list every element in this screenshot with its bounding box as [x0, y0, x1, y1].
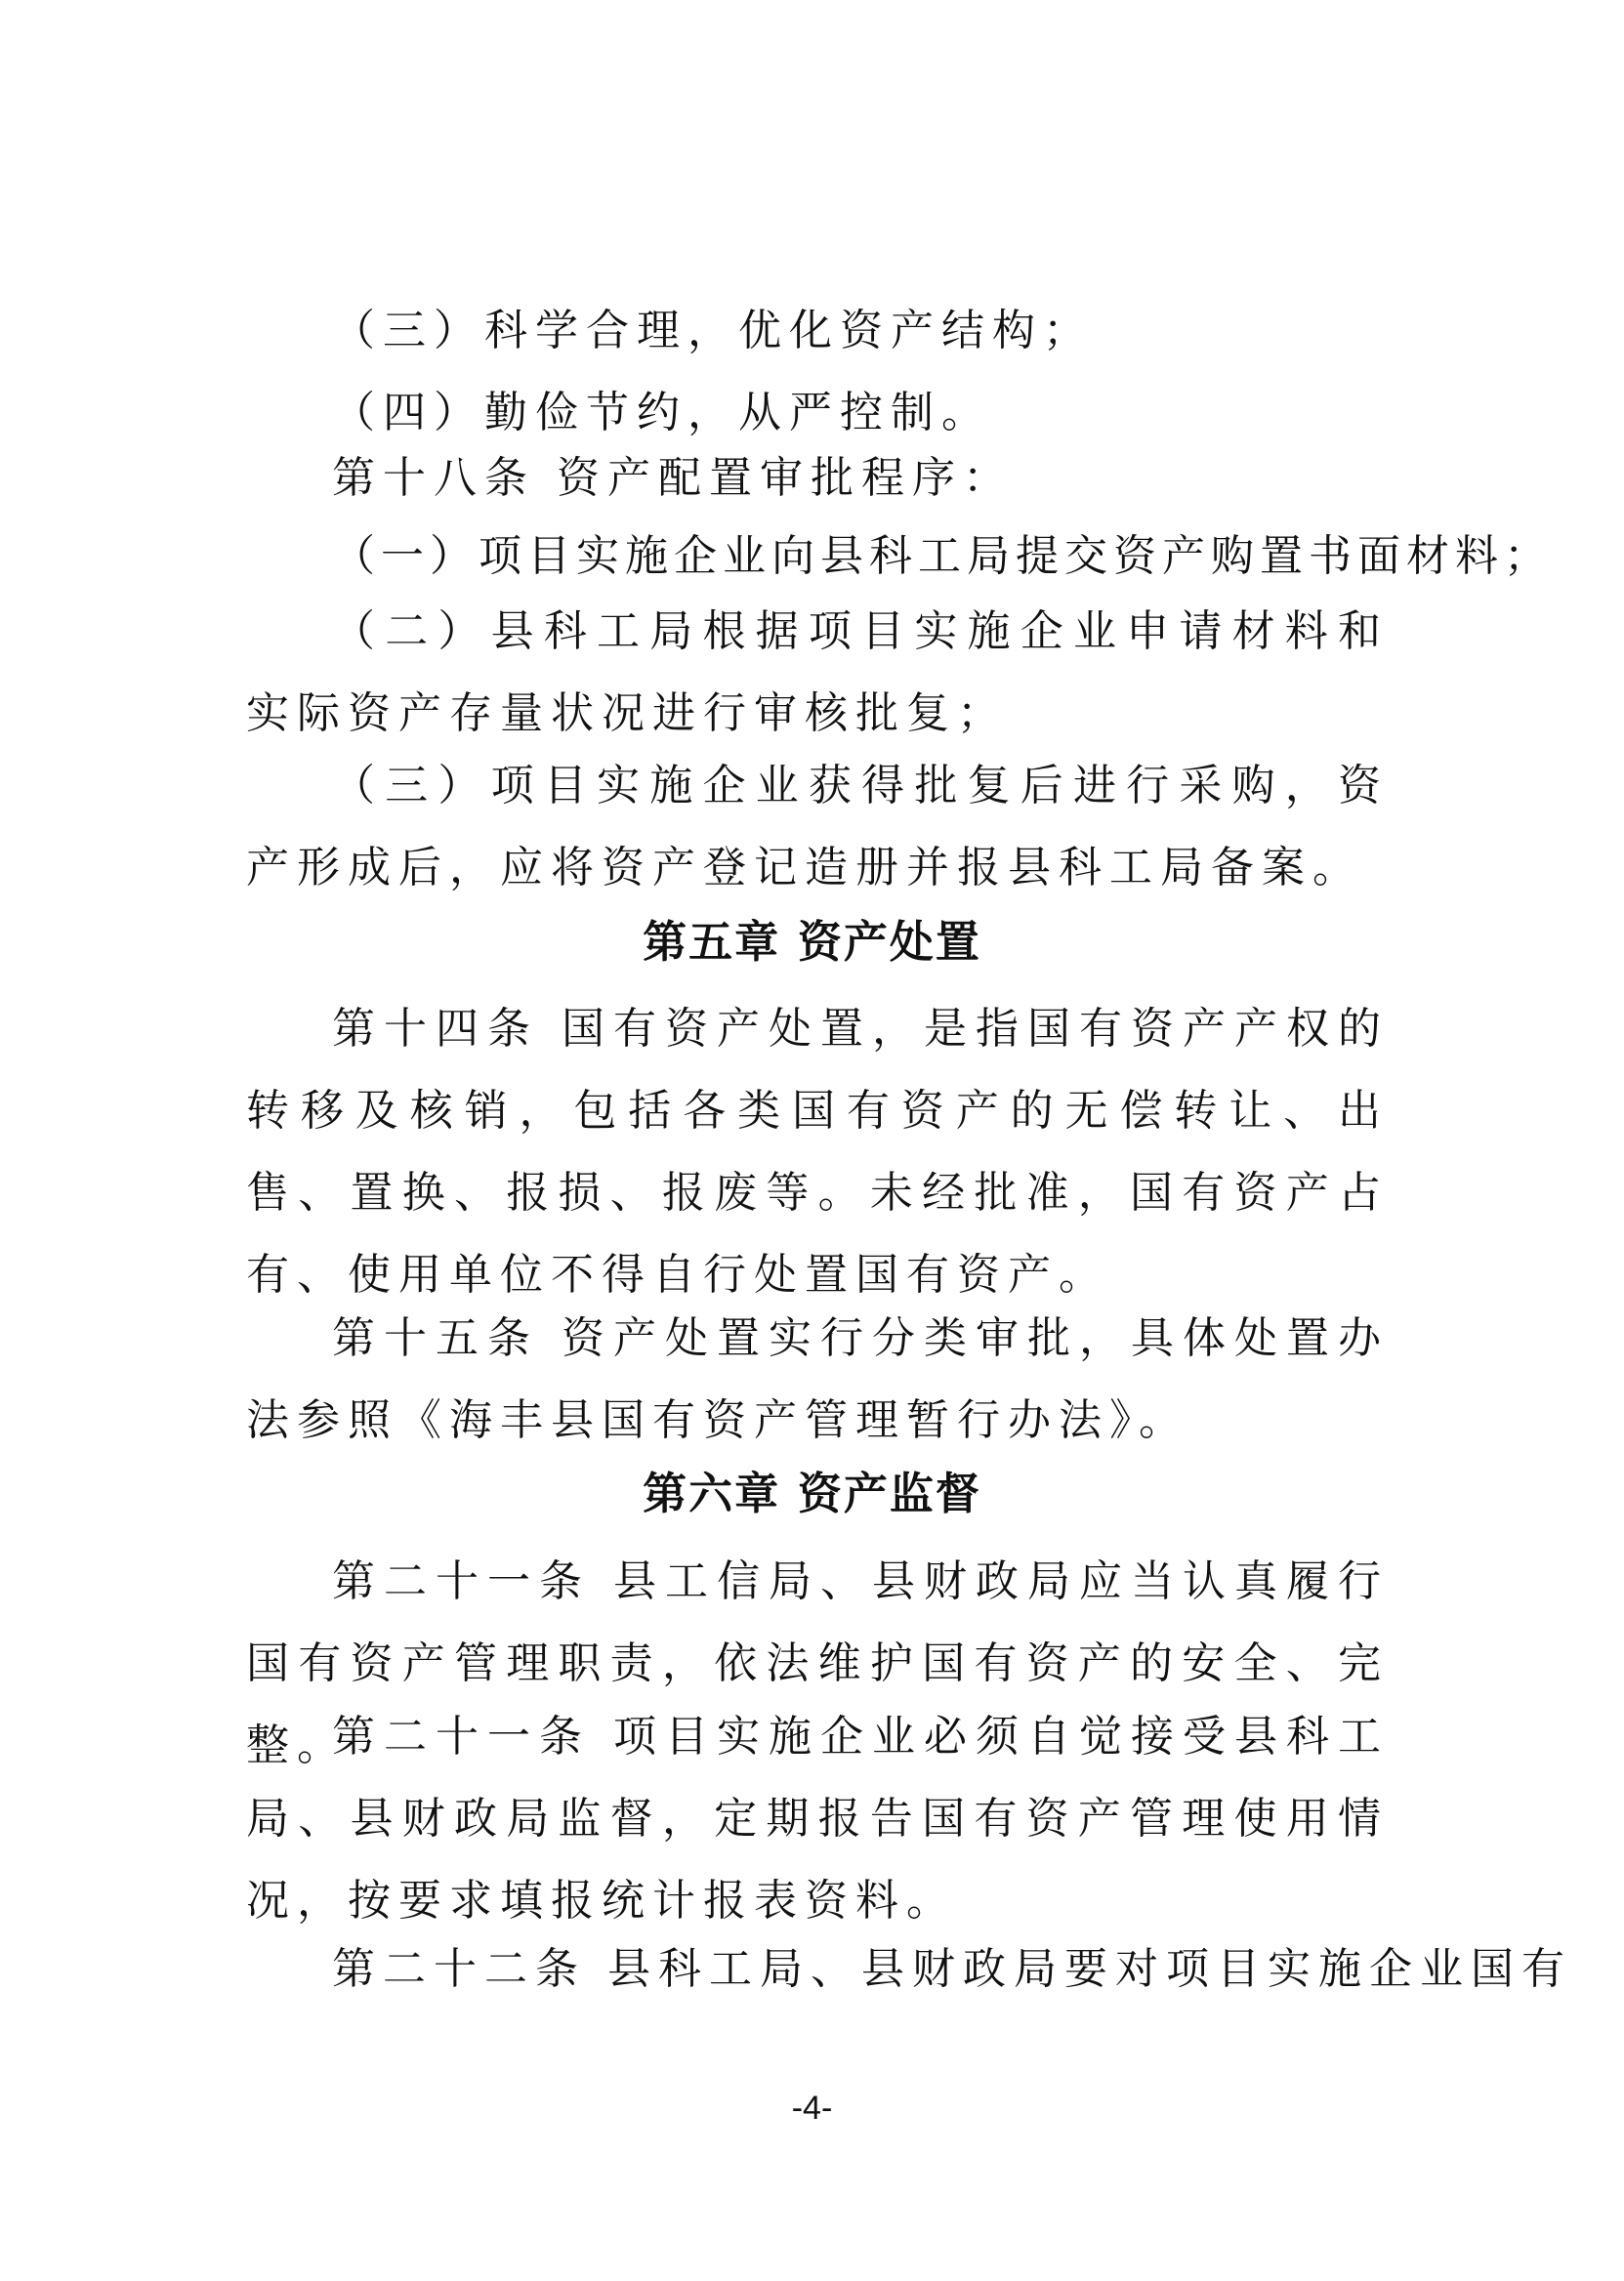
paragraph-principle-3: （三）科学合理，优化资产结构；: [332, 306, 1094, 355]
paragraph-principle-4: （四）勤俭节约，从严控制。: [332, 388, 992, 437]
paragraph-article-18: 第十八条 资产配置审批程序：: [332, 453, 1014, 503]
paragraph-article-22: 第二十二条 县科工局、县财政局要对项目实施企业国有: [332, 1944, 1572, 1994]
paragraph-article-21b: 第二十一条 项目实施企业必须自觉接受县科工局、县财政局监督，定期报告国有资产管理使用情况，按要求填报统计报表资料。: [246, 1712, 1389, 1926]
chapter-5-heading: 第五章 资产处置: [643, 916, 981, 968]
paragraph-article-15: 第十五条 资产处置实行分类审批，具体处置办法参照《海丰县国有资产管理暂行办法》。: [246, 1313, 1389, 1445]
paragraph-article-14: 第十四条 国有资产处置，是指国有资产产权的转移及核销，包括各类国有资产的无偿转让、出售、置换、报损、报废等。未经批准，国有资产占有、使用单位不得自行处置国有资产。: [246, 1004, 1389, 1300]
page-number: -4-: [791, 2090, 833, 2127]
paragraph-procedure-1: （一）项目实施企业向县科工局提交资产购置书面材料；: [332, 531, 1553, 581]
chapter-6-heading: 第六章 资产监督: [643, 1468, 981, 1519]
paragraph-procedure-2: （二）县科工局根据项目实施企业申请材料和实际资产存量状况进行审核批复；: [246, 606, 1389, 738]
paragraph-article-21a: 第二十一条 县工信局、县财政局应当认真履行国有资产管理职责，依法维护国有资产的安全、完整。: [246, 1556, 1389, 1770]
paragraph-procedure-3: （三）项目实施企业获得批复后进行采购，资产形成后，应将资产登记造册并报县科工局备案。: [246, 761, 1389, 892]
